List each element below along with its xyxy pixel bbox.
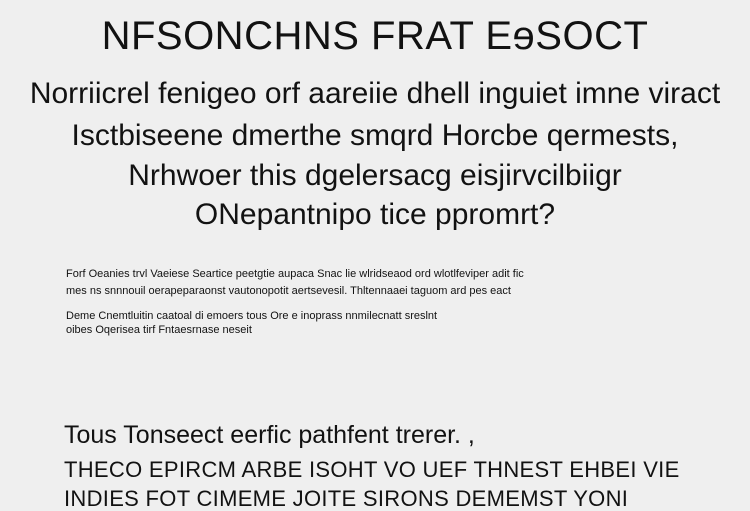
body-paragraph-2-line-2: oibes Oqerisea tirf Fntaesrnase neseit xyxy=(66,325,252,336)
headline: NFSONCHNS FRAT EɘSOCT xyxy=(101,14,649,58)
footer-line-2: THECO EPIRCM ARBE ISOHT VO UEF THNEST EHBEI VIE xyxy=(64,457,680,482)
footer-line-1: Tous Tonseect eerfic pathfent trerer. , xyxy=(64,421,475,449)
body-paragraph-2-line-1: Deme Cnemtluitin caatoal di emoers tous Ore e inoprass nnmilecnatt sreslnt xyxy=(66,311,438,322)
lead-line-1: Norriicrel fenigeo orf aareiie dhell inguiet imne viract xyxy=(29,77,721,110)
footer-line-3: INDIES FOT CIMEME JOITE SIRONS DEMEMST YONI xyxy=(64,486,629,511)
lead-line-4: ONepantnipo tice ppromrt? xyxy=(194,198,556,231)
lead-line-2: Isctbiseene dmerthe smqrd Horcbe qermests, xyxy=(71,119,679,152)
lead-line-3: Nrhwoer this dgelersacg eisjirvcilbiigr xyxy=(128,159,622,192)
body-paragraph-1-line-1: Forf Oeanies trvl Vaeiese Seartice peetgtie aupaca Snac lie wlridseaod ord wlotlfeviper adit fic xyxy=(66,269,524,280)
body-paragraph-1-line-2: mes ns snnnouil oerapeparaonst vautonopotit aertsevesil. Thltennaaei taguom ard pes eact xyxy=(66,286,511,297)
